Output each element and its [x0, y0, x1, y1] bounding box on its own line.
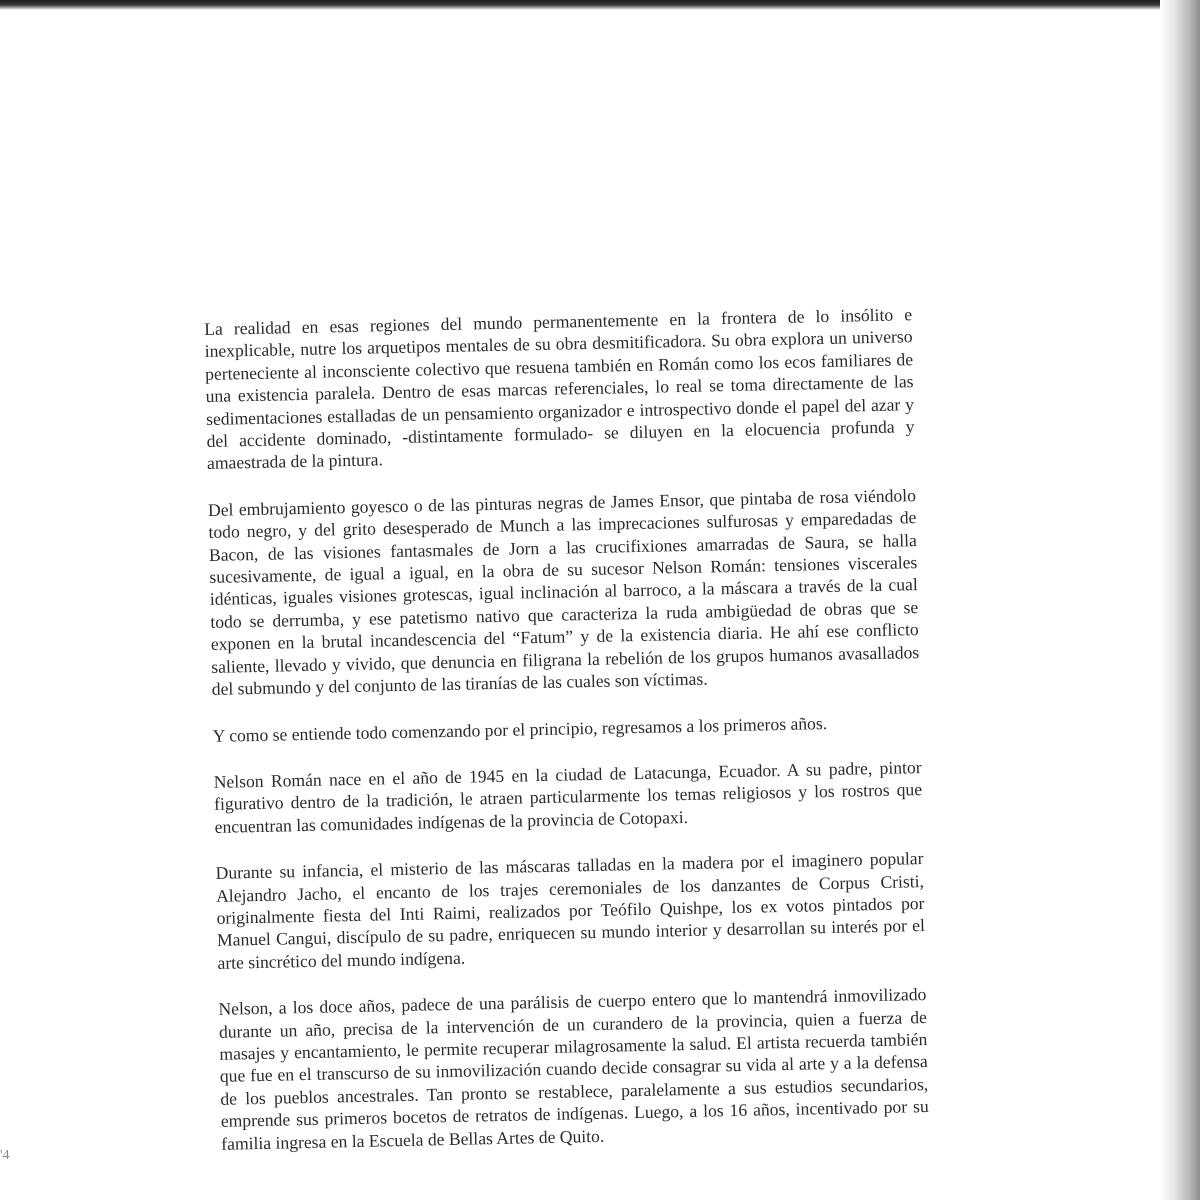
paragraph-5: Durante su infancia, el misterio de las máscaras talladas en la madera por el imaginero popular Alejandro Jacho, el encanto de los trajes ceremoniales de los danzantes de Corpus Cristi, originalmente fiesta del Inti Raimi, realizados por Teófilo Quishpe, los ex votos pintados por Manuel Cangui, discípulo de su padre, enriquecen su mundo interior y desarrollan su interés por el arte sincrético del mundo indígena.	[215, 848, 926, 973]
paragraph-4: Nelson Román nace en el año de 1945 en la ciudad de Latacunga, Ecuador. A su padre, pintor figurativo dentro de la tradición, le atraen particularmente los temas religiosos y los rostros que encuentran las comunidades indígenas de la provincia de Cotopaxi.	[213, 756, 923, 837]
book-spine-shadow	[1160, 0, 1200, 1200]
paragraph-3: Y como se entiende todo comenzando por el principio, regresamos a los primeros años.	[212, 712, 828, 746]
paragraph-2: Del embrujamiento goyesco o de las pinturas negras de James Ensor, que pintaba de rosa viéndolo todo negro, y del grito desesperado de Munch a las imprecaciones sulfurosas y emparedadas de Bacon, de las visiones fantasmales de Jorn a las crucifixiones amarradas de Saura, se halla sucesivamente, de igual a igual, en la obra de su sucesor Nelson Román: tensiones viscerales idénticas, iguales visiones grotescas, igual inclinación al barroco, a la máscara a través de la cual todo se derrumba, y ese patetismo nativo que caracteriza la ruda ambigüedad de obras que se exponen en la brutal incandescencia del “Fatum” y de la existencia diaria. He ahí ese conflicto saliente, llevado y vivido, que denuncia en filigrana la rebelión de los grupos humanos avasallados del submundo y del conjunto de las tiranías de las cuales son víctimas.	[207, 484, 920, 700]
page-number: '4	[0, 1148, 10, 1163]
paragraph-6: Nelson, a los doce años, padece de una parálisis de cuerpo entero que lo mantendrá inmovilizado durante un año, precisa de la intervención de un curandero de la provincia, quien a fuerza de masajes y encantamiento, le permite recuperar milagrosamente la salud. El artista recuerda también que fue en el transcurso de su inmovilización cuando decide consagrar su vida al arte y a la defensa de los pueblos ancestrales. Tan pronto se restablece, paralelamente a sus estudios secundarios, emprende sus primeros bocetos de retratos de indígenas. Luego, a los 16 años, incentivado por su familia ingresa en la Escuela de Bellas Artes de Quito.	[218, 984, 929, 1154]
top-page-edge	[0, 0, 1200, 10]
paragraph-1: La realidad en esas regiones del mundo permanentemente en la frontera de lo insólito e inexplicable, nutre los arquetipos mentales de su obra desmitificadora. Su obra explora un universo perteneciente al inconsciente colectivo que resuena también en Román como los ecos familiares de una existencia paralela. Dentro de esas marcas referenciales, lo real se toma directamente de las sedimentaciones estalladas de un pensamiento organizador e introspectivo donde el papel del azar y del accidente dominado, -distintamente formulado- se diluyen en la elocuencia profunda y amaestrada de la pintura.	[204, 304, 915, 474]
body-text	[204, 303, 930, 1179]
